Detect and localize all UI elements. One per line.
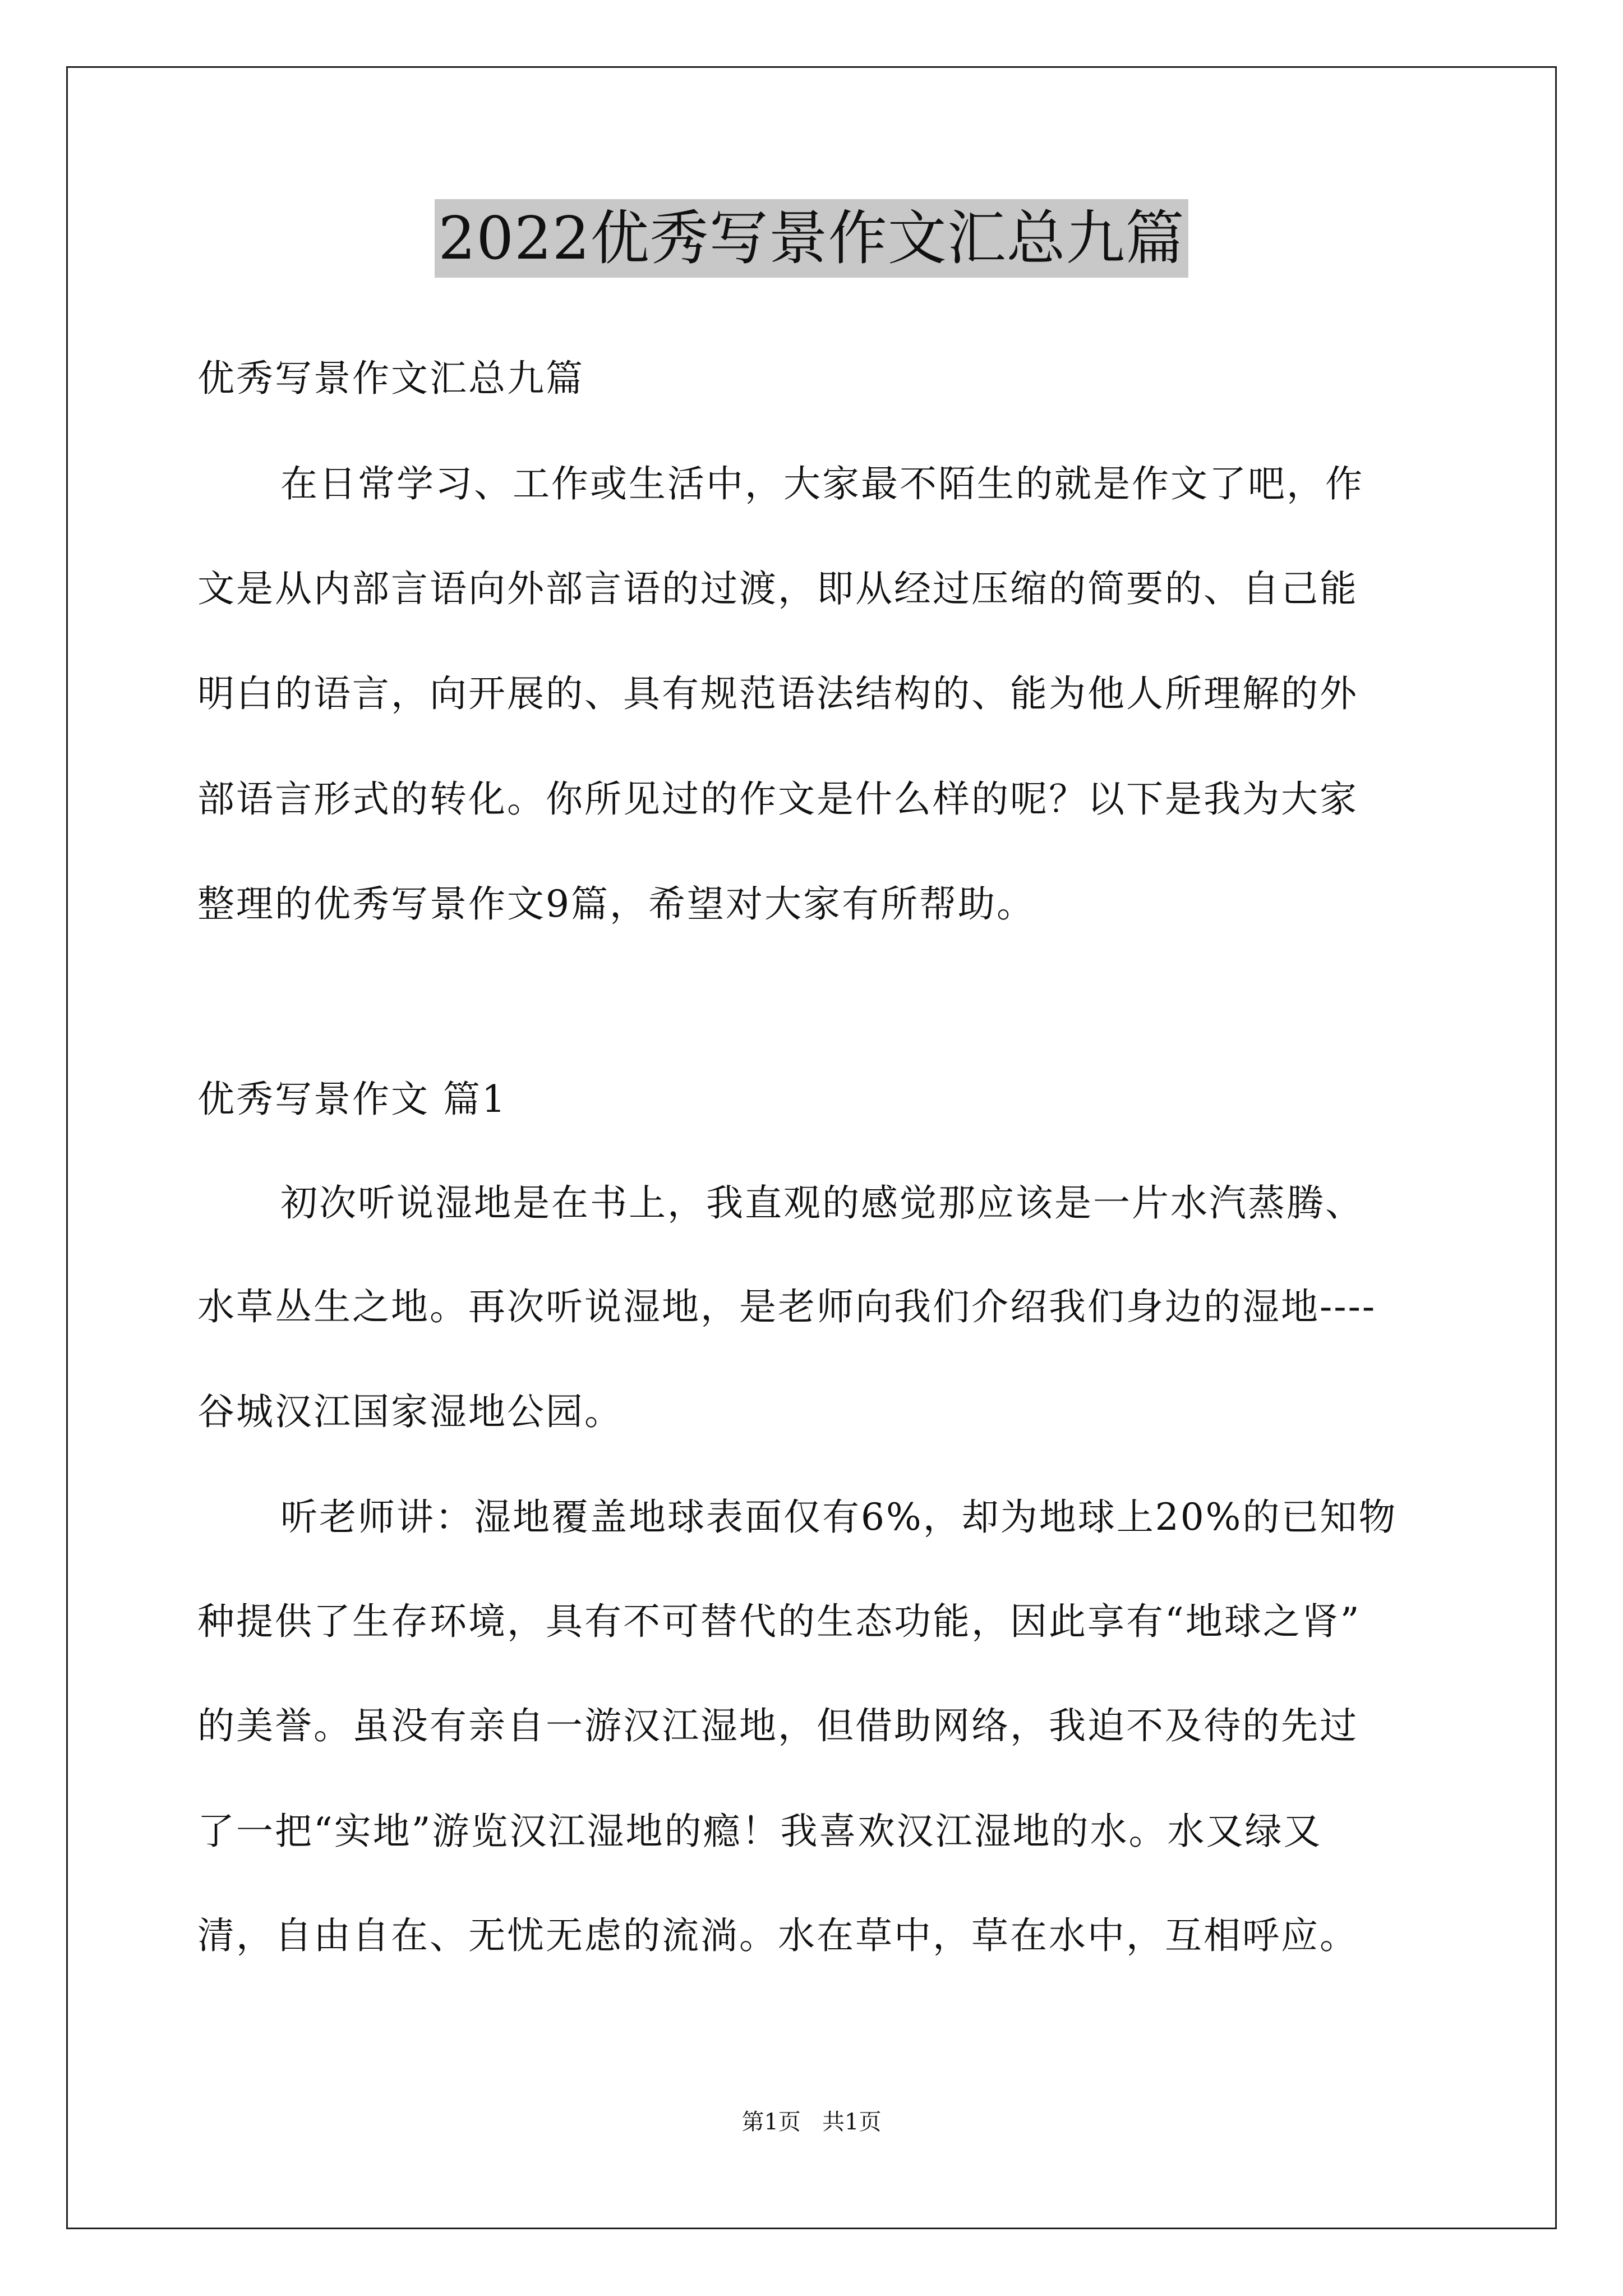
intro-line-4: 部语言形式的转化。你所见过的作文是什么样的呢？以下是我为大家 [197,777,1358,821]
para1-line-1: 初次听说湿地是在书上，我直观的感觉那应该是一片水汽蒸腾、 [280,1181,1364,1225]
section-heading: 优秀写景作文 篇1 [197,1078,507,1121]
intro-line-2: 文是从内部言语向外部言语的过渡，即从经过压缩的简要的、自己能 [197,567,1358,610]
document-subtitle: 优秀写景作文汇总九篇 [197,357,584,400]
intro-line-5: 整理的优秀写景作文9篇，希望对大家有所帮助。 [197,882,1035,926]
intro-line-3: 明白的语言，向开展的、具有规范语法结构的、能为他人所理解的外 [197,672,1358,715]
para2-line-4: 了一把“实地”游览汉江湿地的瘾！我喜欢汉江湿地的水。水又绿又 [197,1810,1322,1853]
para2-line-1: 听老师讲：湿地覆盖地球表面仅有6%，却为地球上20%的已知物 [280,1496,1398,1539]
para2-line-3: 的美誉。虽没有亲自一游汉江湿地，但借助网络，我迫不及待的先过 [197,1704,1358,1747]
title-container [0,199,1623,278]
para2-line-5: 清，自由自在、无忧无虑的流淌。水在草中，草在水中，互相呼应。 [197,1914,1358,1957]
document-title: 2022优秀写景作文汇总九篇 [435,199,1188,278]
para2-line-2: 种提供了生存环境，具有不可替代的生态功能，因此享有“地球之肾” [197,1600,1361,1643]
intro-line-1: 在日常学习、工作或生活中，大家最不陌生的就是作文了吧，作 [280,462,1364,505]
para1-line-2: 水草丛生之地。再次听说湿地，是老师向我们介绍我们身边的湿地---- [197,1285,1377,1328]
page-footer: 第1页 共1页 [741,2109,882,2135]
para1-line-3: 谷城汉江国家湿地公园。 [197,1390,623,1433]
